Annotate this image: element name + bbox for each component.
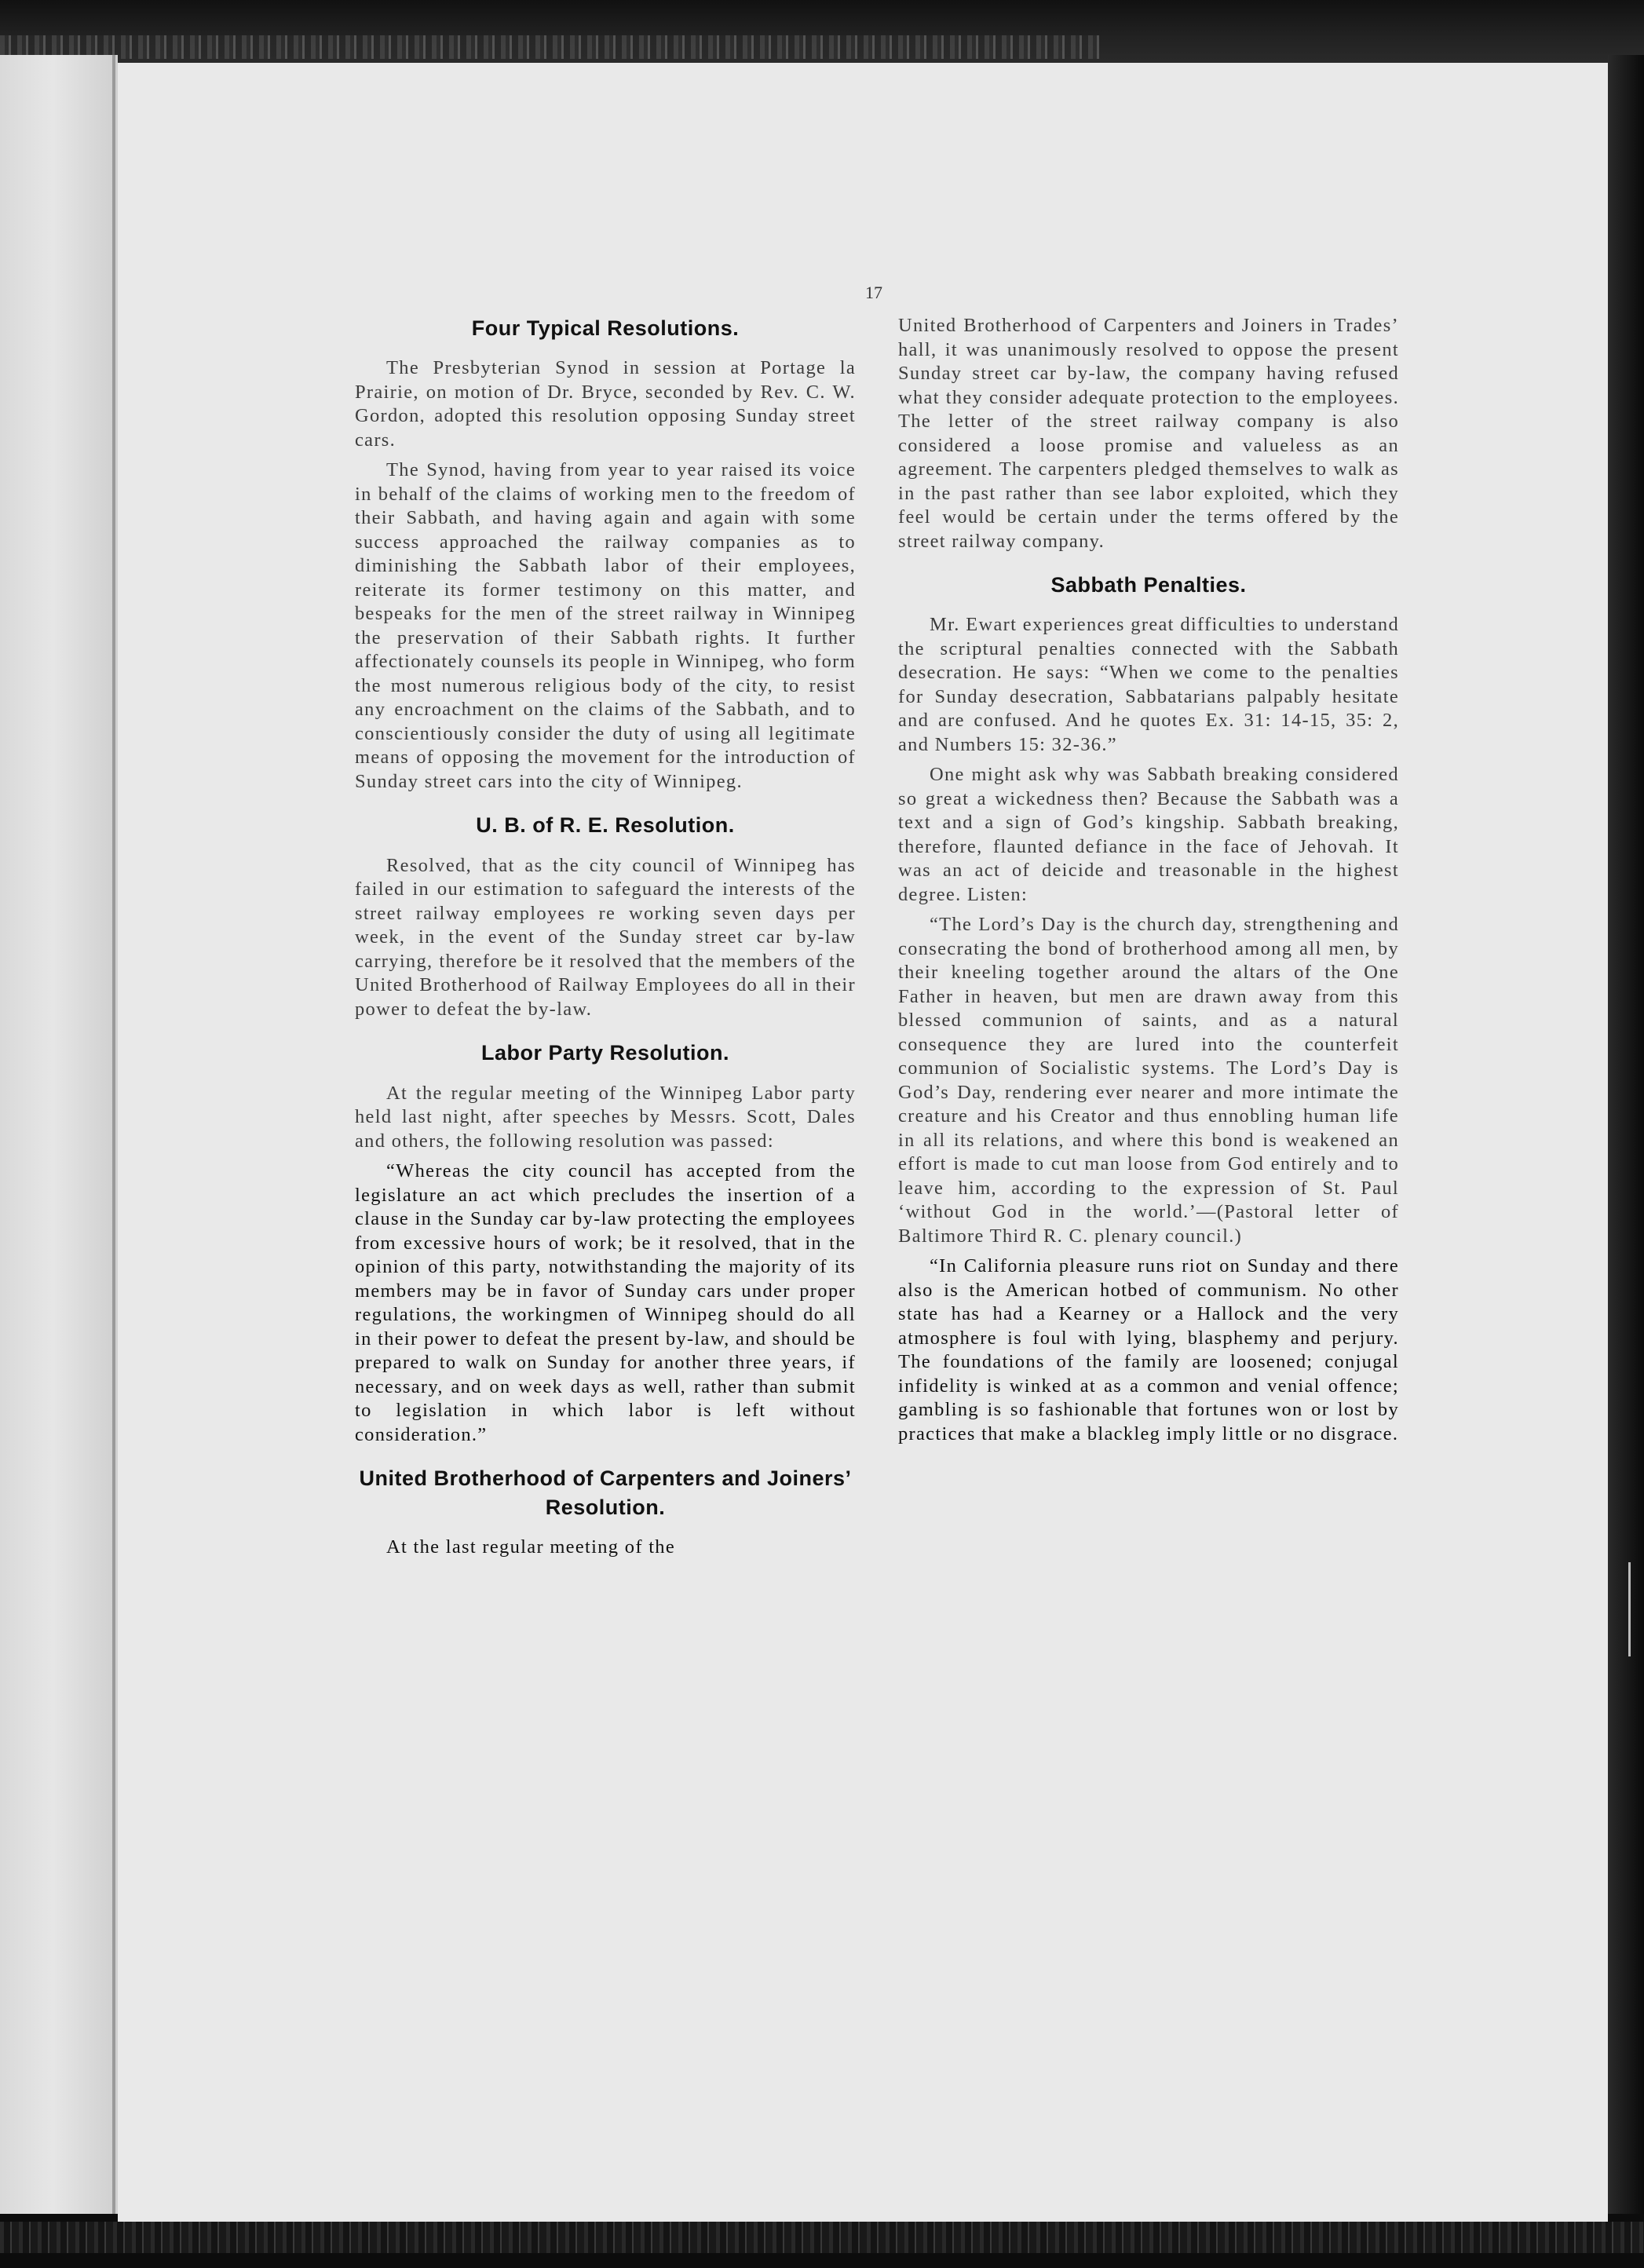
paragraph: Mr. Ewart experiences great difficulties to understand the scriptural penalties connected with the Sabbath desecration. He says: “When we come to the penalties for Sunday desecration, Sabbatarians palpably hesitate and are confused. And he quotes Ex. 31: 14-15, 35: 2, and Numbers 15: 32-36.” <box>898 614 1399 755</box>
right-column <box>898 314 1399 1452</box>
paragraph: United Brotherhood of Carpenters and Joiners in Trades’ hall, it was unanimously resolved to oppose the present Sunday street car by-law, the company having refused what they consider adequate protection to the employees. The letter of the street railway company is also considered a loose promise and valueless as an agreement. The carpenters pledged themselves to walk as in the past rather than see labor exploited, which they feel would be certain under the terms offered by the street railway company. <box>898 315 1399 552</box>
section-heading: Sabbath Penalties. <box>1050 573 1247 597</box>
left-column <box>355 314 856 1566</box>
paragraph: At the last regular meeting of the <box>386 1536 676 1558</box>
section-heading: Labor Party Resolution. <box>480 1041 730 1065</box>
scan-bottom-border <box>0 2214 1644 2268</box>
page-number: 17 <box>865 283 882 302</box>
edge-mark <box>1628 1562 1637 1656</box>
scan-right-border <box>1608 55 1644 2222</box>
section-heading: Four Typical Resolutions. <box>471 316 740 340</box>
section-heading: United Brotherhood of Carpenters and Joiners’ Resolution. <box>359 1466 852 1519</box>
paragraph: At the regular meeting of the Winnipeg Labor party held last night, after speeches by Messrs. Scott, Dales and others, the following resolution was passed: <box>355 1082 856 1152</box>
paragraph: “Whereas the city council has accepted from the legislature an act which precludes the insertion of a clause in the Sunday car by-law protecting the employees from excessive hours of work; be it resolved, that in the opinion of this party, notwithstanding the majority of its members may be in favor of Sunday cars under proper regulations, the workingmen of Winnipeg should do all in their power to defeat the present by-law, and should be prepared to walk on Sunday for another three years, if necessary, and on week days as well, rather than submit to legislation in which labor is left without consideration.” <box>355 1160 856 1445</box>
scan-top-border <box>0 0 1644 63</box>
paragraph: “In California pleasure runs riot on Sunday and there also is the American hotbed of communism. No other state has had a Kearney or a Hallock and the very atmosphere is foul with lying, blasphemy and perjury. The foundations of the family are loosened; conjugal infidelity is winked at as a common and venial offence; gambling is so fashionable that fortunes won or lost by practices that make a blackleg imply little or no disgrace. <box>898 1255 1399 1444</box>
scan-noise <box>0 2222 1644 2253</box>
paragraph: “The Lord’s Day is the church day, strengthening and consecrating the bond of brotherhood among all men, by their kneeling together around the altars of the One Father in heaven, but men are drawn away from this blessed communion of saints, and as a natural consequence they are lured into the counterfeit communion of Socialistic systems. The Lord’s Day is God’s Day, rendering ever nearer and more intimate the creature and his Creator and thus ennobling human life in all its relations, and where this bond is weakened an effort is made to cut man loose from God entirely and to leave him, according to the expression of St. Paul ‘without God in the world.’—(Pastoral letter of Baltimore Third R. C. plenary council.) <box>898 914 1399 1247</box>
paragraph: The Presbyterian Synod in session at Portage la Prairie, on motion of Dr. Bryce, seconded by Rev. C. W. Gordon, adopted this resolution opposing Sunday street cars. <box>355 357 856 451</box>
paragraph: One might ask why was Sabbath breaking considered so great a wickedness then? Because the Sabbath was a text and a sign of God’s kingship. Sabbath breaking, therefore, flaunted defiance in the face of Jehovah. It was an act of deicide and treasonable in the highest degree. Listen: <box>898 764 1399 905</box>
paragraph: The Synod, having from year to year raised its voice in behalf of the claims of working men to the freedom of their Sabbath, and having again and again with some success approached the railway companies as to diminishing the Sabbath labor of their employees, reiterate its former testimony on this matter, and bespeaks for the men of the street railway in Winnipeg the preservation of their Sabbath rights. It further affectionately counsels its people in Winnipeg, who form the most numerous religious body of the city, to resist any encroachment on the claims of the Sabbath, and to conscientiously consider the duty of using all legitimate means of opposing the movement for the introduction of Sunday street cars into the city of Winnipeg. <box>355 459 856 792</box>
facing-page-edge <box>0 55 118 2222</box>
section-heading: U. B. of R. E. Resolution. <box>476 813 735 838</box>
paragraph: Resolved, that as the city council of Winnipeg has failed in our estimation to safeguard the interests of the street railway employees re working seven days per week, in the event of the Sunday street car by-law carrying, therefore be it resolved that the members of the United Brotherhood of Railway Employees do all in their power to defeat the by-law. <box>355 854 856 1020</box>
scan-noise <box>0 35 1099 59</box>
page-fold <box>112 55 115 2222</box>
